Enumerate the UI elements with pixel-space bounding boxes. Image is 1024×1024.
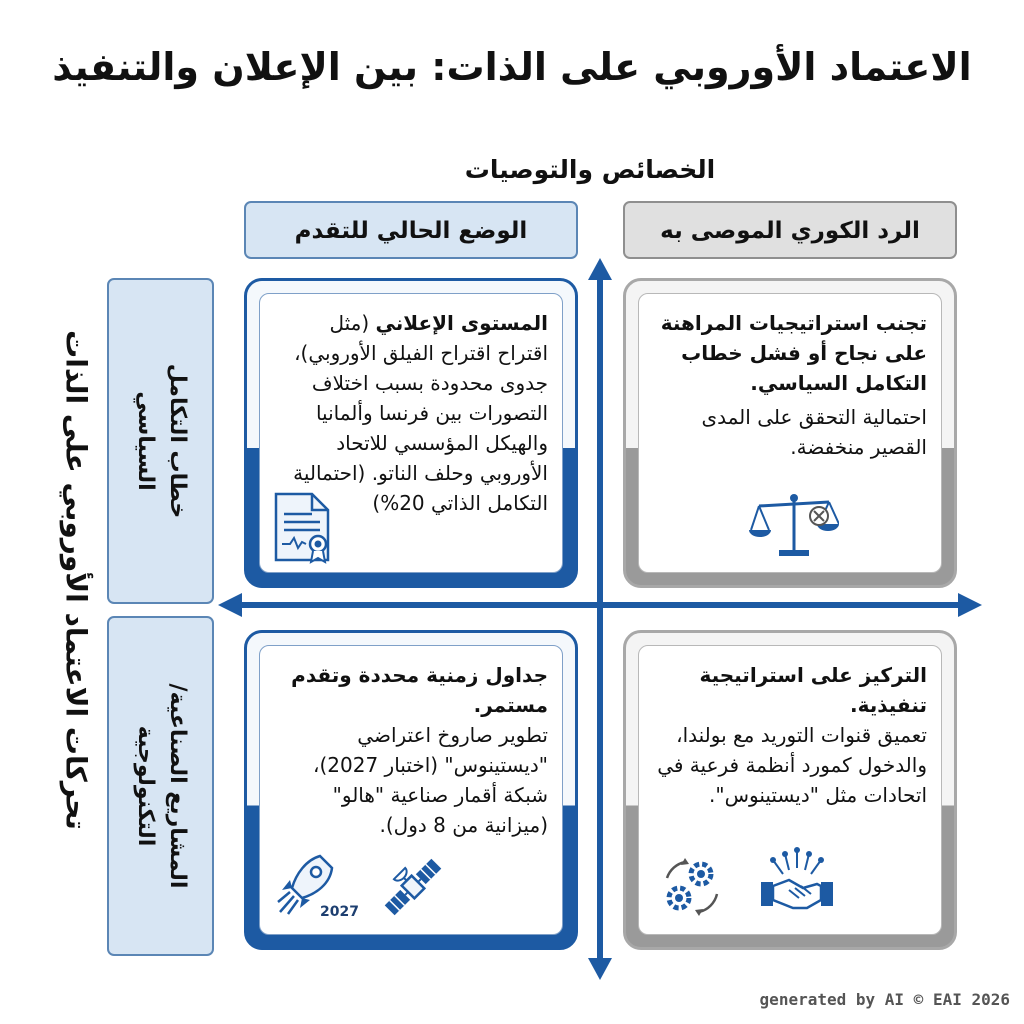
vertical-axis-arrow-up [588,258,612,280]
satellite-icon [378,852,448,922]
page-title: الاعتماد الأوروبي على الذات: بين الإعلان والتنفيذ [52,45,972,89]
quadrant-body: احتمالية التحقق على المدى القصير منخفضة. [701,405,927,459]
quadrant-current-political [244,278,578,588]
quadrant-body: تطوير صاروخ اعتراضي "ديستينوس" (اختبار 2027)، شبكة أقمار صناعية "هالو" (ميزانية من 8 دول). [313,723,548,837]
quadrant-heading: تجنب استراتيجيات المراهنة على نجاح أو فشل خطاب التكامل السياسي. [660,311,927,395]
axis-top-label: الخصائص والتوصيات [464,155,716,184]
column-header-current: الوضع الحالي للتقدم [244,201,578,259]
quadrant-current-industrial [244,630,578,950]
axis-left-label: تحركات الاعتماد الأوروبي على الذات [59,330,93,830]
quadrant-body: تعميق قنوات التوريد مع بولندا، والدخول كمورد أنظمة فرعية في اتحادات مثل "ديستينوس". [657,723,927,807]
quadrant-korean-industrial [623,630,957,950]
year-label: 2027 [320,904,359,920]
balance-scale-icon [749,490,839,562]
vertical-axis-arrow-down [588,958,612,980]
certificate-document-icon [272,490,334,564]
row-header-political-label: خطاب التكامل السياسي [132,363,190,519]
quadrant-korean-political [623,278,957,588]
gears-cycle-icon [659,856,725,918]
quadrant-heading: جداول زمنية محددة وتقدم مستمر. [291,663,548,717]
quadrant-heading: التركيز على استراتيجية تنفيذية. [699,663,927,717]
horizontal-axis-arrow-left [218,593,242,617]
quadrant-body: (مثل اقتراح اقتراح الفيلق الأوروبي)، جدوى محدودة بسبب اختلاف التصورات بين فرنسا وألمانيا والهيكل المؤسسي للاتحاد الأوروبي وحلف الناتو. (احتمالية التكامل الذاتي 20%) [293,311,548,515]
quadrant-heading: المستوى الإعلاني [375,311,548,335]
row-header-industrial-label: المشاريع الصناعية/التكنولوجية [132,683,190,889]
horizontal-axis-arrow-right [958,593,982,617]
watermark: generated by AI © EAI 2026 [759,990,1010,1009]
column-header-korean: الرد الكوري الموصى به [623,201,957,259]
handshake-icon [759,846,835,918]
